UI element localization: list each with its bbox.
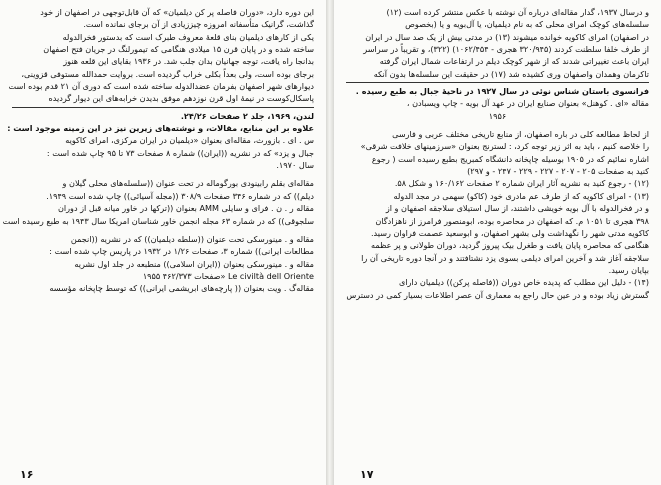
left-text-column bbox=[2, 6, 314, 463]
text-line: یکی از کارهای دیلمیان بنای قلعهٔ معروف طبرک است که بدستور فخرالدوله bbox=[62, 31, 314, 42]
reference-line: جبال و یزد» که در نشریه ((ایران)) شماره ۸ صفحات ۷۳ تا ۹۵ چاپ شده است : bbox=[46, 147, 314, 158]
sources-heading: علاوه بر این منابع، مقالات، و نوشته‌های زیرین نیز در این زمینه موجود است : bbox=[7, 123, 314, 134]
footnote-line: کاکویه مدتی شهر را نگهداشت ولی بشهر اصفهان، و ابوسعید عصمت فراوان رسید. bbox=[370, 227, 649, 238]
text-line: بدانجا راه یافت، توجه جهانیان بدان جلب شد. در ۱۹۳۶ بقایای این قلعه هنوز bbox=[63, 56, 314, 67]
reference-line: مطالعات ایرانی)) شماره ۳، صفحات ۱/۲۶ در ۱۹۳۲ در پاریس چاپ شده است : bbox=[49, 246, 314, 257]
reference-line: مقاله و . مینورسکی بعنوان ((ایران اسلامی)) منطبعه در جلد اول نشریه bbox=[74, 258, 314, 269]
footnote-line: و در فخرالدوله با آل بویه خویشی داشتند، از سال استیلای سلاجقه اصفهان و از bbox=[385, 203, 649, 214]
reference-line: مقاله ر . ن . فرای و سایلی AMM بعنوان ((ترکها در خاور میانه قبل از دوران bbox=[57, 203, 314, 214]
text-line: ایران باعث تغییراتی شدند که از شهر کوچک دیلم در ارتفاعات شمال ایران گرفته bbox=[379, 56, 649, 67]
text-line: سلسله‌های کوچک امرای محلی که به نام دیلمیان، یا آل‌بویه و یا (بخصوص bbox=[405, 19, 649, 30]
text-line: تاکرمان وهمدان واصفهان وری کشیده شد (۱۷) در حقیقت این سلسله‌ها بدون آنکه bbox=[373, 68, 649, 79]
reference-line: دیلم)) که در شماره ۳۴۶ صفحات ۳۰۸/۹ ((مجله آسیائی)) چاپ شده است ۱۹۴۹. bbox=[46, 190, 314, 201]
text-line: دیوارهای شهر اصفهان بفرمان عضدالدوله ساخته شده است که دوری آن ۲۱ قدم بوده است bbox=[8, 81, 314, 92]
right-page bbox=[334, 0, 661, 485]
footnote-line: از لحاظ مطالعه کلی در باره اصفهان، از منابع تاریخی مختلف عربی و فارسی bbox=[392, 129, 649, 140]
footnote-line: هنگامی که محاصره پایان یافت و طغرل بیک پیروز گردید، دوران طولانی و پر عظمه bbox=[371, 240, 649, 251]
text-line: این دوره دارد، «دوران فاصله پر کن دیلمیان» که آن قابل‌توجهی در اصفهان از خود bbox=[40, 7, 314, 17]
footnote-line: ۳۹۸ هجری تا ۱۰۵۱ م. که اصفهان در محاصره بوده، ابومنصور فرامرز از ناهزادگان bbox=[375, 215, 649, 226]
text-line: برجای بوده است، ولی بعداً بکلی خراب گردیده است. بروایت حمدالله مستوفی قزوینی، bbox=[21, 68, 314, 79]
reference-line: مقاله‌ای بقلم رابینودی بورگوماله در تحت عنوان ((سلسله‌های محلی گیلان و bbox=[62, 178, 314, 189]
right-text-column bbox=[346, 6, 649, 463]
footnote-heading: فرانسوی باستان شناس نوئی در سال ۱۹۲۷ در ناحیهٔ جبال به طبع رسیده . bbox=[355, 86, 649, 97]
footnote-line: را خلاصه کنیم ، باید به اثر زیر توجه کرد، : لسترنج بعنوان «سرزمینهای خلافت شرقی» bbox=[360, 141, 649, 152]
footnote-line: (۱۳) - امرای کاکویه که از طرف عم مادری خود (کاکو) سهمی در مجد الدوله bbox=[393, 190, 649, 201]
footnote-line: اشاره نمائیم که در ۱۹۰۵ بوسیله چاپخانه دانشگاه کمبریج بطبع رسیده است ( رجوع bbox=[371, 153, 649, 164]
section-divider bbox=[346, 82, 649, 83]
footnote-line: (۱۲) - رجوع کنید به نشریه آثار ایران شماره ۲ صفحات ۱۶۰/۱۶۲ و شکل ۵۸. bbox=[394, 178, 649, 189]
footnote-year: ۱۹۵۶ bbox=[488, 110, 507, 121]
footnote-line: گسترش زیاد بوده و در عین حال راجع به معماری آن عصر اطلاعات بسیار کمی در دسترس bbox=[346, 289, 649, 300]
reference-line: Le civiltà dell Oriente «صفحات ۴۶۲/۳۷۳ ۱۹۵۵ bbox=[142, 270, 314, 281]
footnote-line: کنید به صفحات ۲۰۵ - ۲۰۷ - ۲۲۷ - ۲۲۹ - ۲۴۷ - و ۲۹۷) bbox=[467, 166, 649, 177]
citation-line: لندن، ۱۹۶۹، جلد ۲ صفحات ۲۴/۲۶. bbox=[180, 110, 314, 121]
reference-line: س . ای . بازورث، مقاله‌ای بعنوان «دیلمیان در ایران مرکزی، امرای کاکویه bbox=[65, 135, 314, 146]
text-line: ساخته شده و در پایان قرن ۱۵ میلادی هنگامی که تیمورلنگ در جریان فتح اصفهان bbox=[43, 44, 314, 55]
reference-line: سال ۱۹۷۰. bbox=[276, 160, 314, 171]
text-line: گذاشت، گرانیک متأسفانه امروزه چیززیادی از آن برجای نمانده است. bbox=[83, 19, 314, 30]
text-line: از طرف خلفا سلطنت کردند (۳۲۰/۹۴۵ هجری - ۱۰۶۲/۴۵۴) (۳۲۲)، و تقریباً در سراسر bbox=[363, 44, 649, 55]
left-page bbox=[0, 0, 326, 485]
footnote-line: (۱۴) - دلیل این مطلب که پدیده خاص دوران ((فاصله پرکن)) دیلمیان دارای bbox=[398, 277, 649, 288]
reference-line: سلجوقی)) که در شماره ۶۳ مجله انجمن خاور شناسان امریکا سال ۱۹۴۳ به طبع رسیده است bbox=[2, 215, 314, 226]
reference-line: مقاله‌گ . ویت بعنوان (( پارچه‌های ابریشمی ایرانی)) که توسط چاپخانه مؤسسه bbox=[49, 283, 314, 294]
footnote-line: بپایان رسید. bbox=[608, 264, 649, 275]
book-gutter bbox=[326, 0, 334, 485]
section-divider bbox=[12, 107, 314, 108]
footnote-line: مقاله «ای . کوهنل» بعنوان صنایع ایران در عهد آل بویه - چاپ ویسبادن ، bbox=[406, 98, 649, 109]
page-number: ١۶ bbox=[20, 468, 34, 481]
footnote-line: سلاجقه آغاز شد و آخرین امرای دیلمی بسوی یزد نشتافتند و در آنجا دوره تاریخی آن را bbox=[361, 252, 649, 263]
page-number: ١٧ bbox=[360, 468, 374, 481]
text-line: پاسکال‌کوست در نیمهٔ اول قرن نوزدهم موفق بدیدن خرابه‌های این دیوار گردیده bbox=[48, 93, 314, 104]
text-line: در اصفهان) امرای کاکویه خوانده میشوند (۱۳) در مدتی بیش از یک صد سال در ایران bbox=[365, 31, 649, 42]
text-line: و درسال ۱۹۳۷، گدار مقاله‌ای درباره آن نوشته با عکس منتشر کرده است (۱۲) bbox=[386, 7, 649, 17]
reference-line: مقاله و . مینورسکی تحت عنوان ((سلطه دیلمیان)) که در نشریه ((انجمن bbox=[70, 233, 314, 244]
